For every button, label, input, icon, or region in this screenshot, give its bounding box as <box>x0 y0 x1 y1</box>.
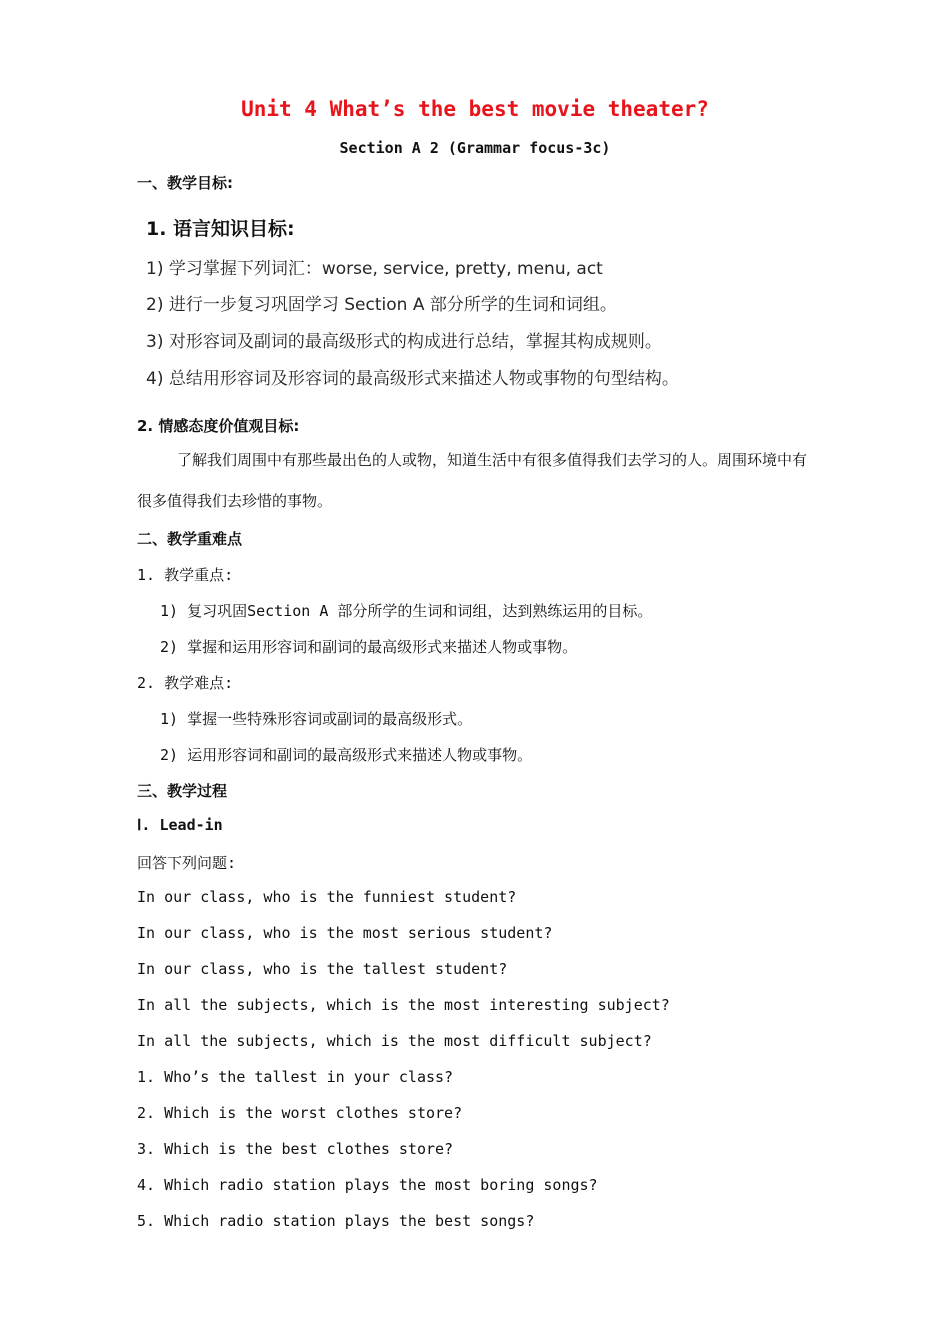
numbered-question: 5. Which radio station plays the best songs? <box>137 1212 535 1230</box>
numbered-question: 4. Which radio station plays the most boring songs? <box>137 1176 598 1194</box>
leadin-question: In our class, who is the funniest student? <box>137 888 517 906</box>
objective-item: 3) 对形容词及副词的最高级形式的构成进行总结，掌握其构成规则。 <box>146 332 662 352</box>
objective-item: 1) 学习掌握下列词汇：worse, service, pretty, menu, act <box>146 259 603 279</box>
numbered-question: 2. Which is the worst clothes store? <box>137 1104 463 1122</box>
emotion-objectives-paragraph: 了解我们周围中有那些最出色的人或物，知道生活中有很多值得我们去学习的人。周围环境中有很多值得我们去珍惜的事物。 <box>137 451 808 510</box>
difficult-points-heading: 2. 教学难点: <box>137 674 234 692</box>
section-heading-process: 三、教学过程 <box>137 782 228 800</box>
objective-item: 4) 总结用形容词及形容词的最高级形式来描述人物或事物的句型结构。 <box>146 369 679 389</box>
language-objectives-heading: 1. 语言知识目标: <box>146 218 295 240</box>
leadin-question: In our class, who is the most serious student? <box>137 924 553 942</box>
section-heading-objectives: 一、教学目标: <box>137 174 233 192</box>
objective-item: 2) 进行一步复习巩固学习 Section A 部分所学的生词和词组。 <box>146 295 617 315</box>
leadin-heading: Ⅰ. Lead-in <box>137 816 223 834</box>
key-point-item: 1) 复习巩固Section A 部分所学的生词和词组，达到熟练运用的目标。 <box>160 602 653 620</box>
difficult-point-item: 2) 运用形容词和副词的最高级形式来描述人物或事物。 <box>160 746 533 764</box>
leadin-prompt: 回答下列问题: <box>137 854 237 872</box>
key-point-item: 2) 掌握和运用形容词和副词的最高级形式来描述人物或事物。 <box>160 638 578 656</box>
document-title: Unit 4 What’s the best movie theater? <box>241 97 709 121</box>
numbered-question: 1. Who’s the tallest in your class? <box>137 1068 454 1086</box>
leadin-question: In all the subjects, which is the most difficult subject? <box>137 1032 652 1050</box>
document-subtitle: Section A 2 (Grammar focus-3c) <box>339 139 611 157</box>
leadin-question: In all the subjects, which is the most interesting subject? <box>137 996 670 1014</box>
section-heading-key-points: 二、教学重难点 <box>137 530 243 548</box>
emotion-objectives-heading: 2. 情感态度价值观目标: <box>137 417 300 435</box>
difficult-point-item: 1) 掌握一些特殊形容词或副词的最高级形式。 <box>160 710 473 728</box>
numbered-question: 3. Which is the best clothes store? <box>137 1140 454 1158</box>
key-points-heading: 1. 教学重点: <box>137 566 234 584</box>
leadin-question: In our class, who is the tallest student? <box>137 960 508 978</box>
